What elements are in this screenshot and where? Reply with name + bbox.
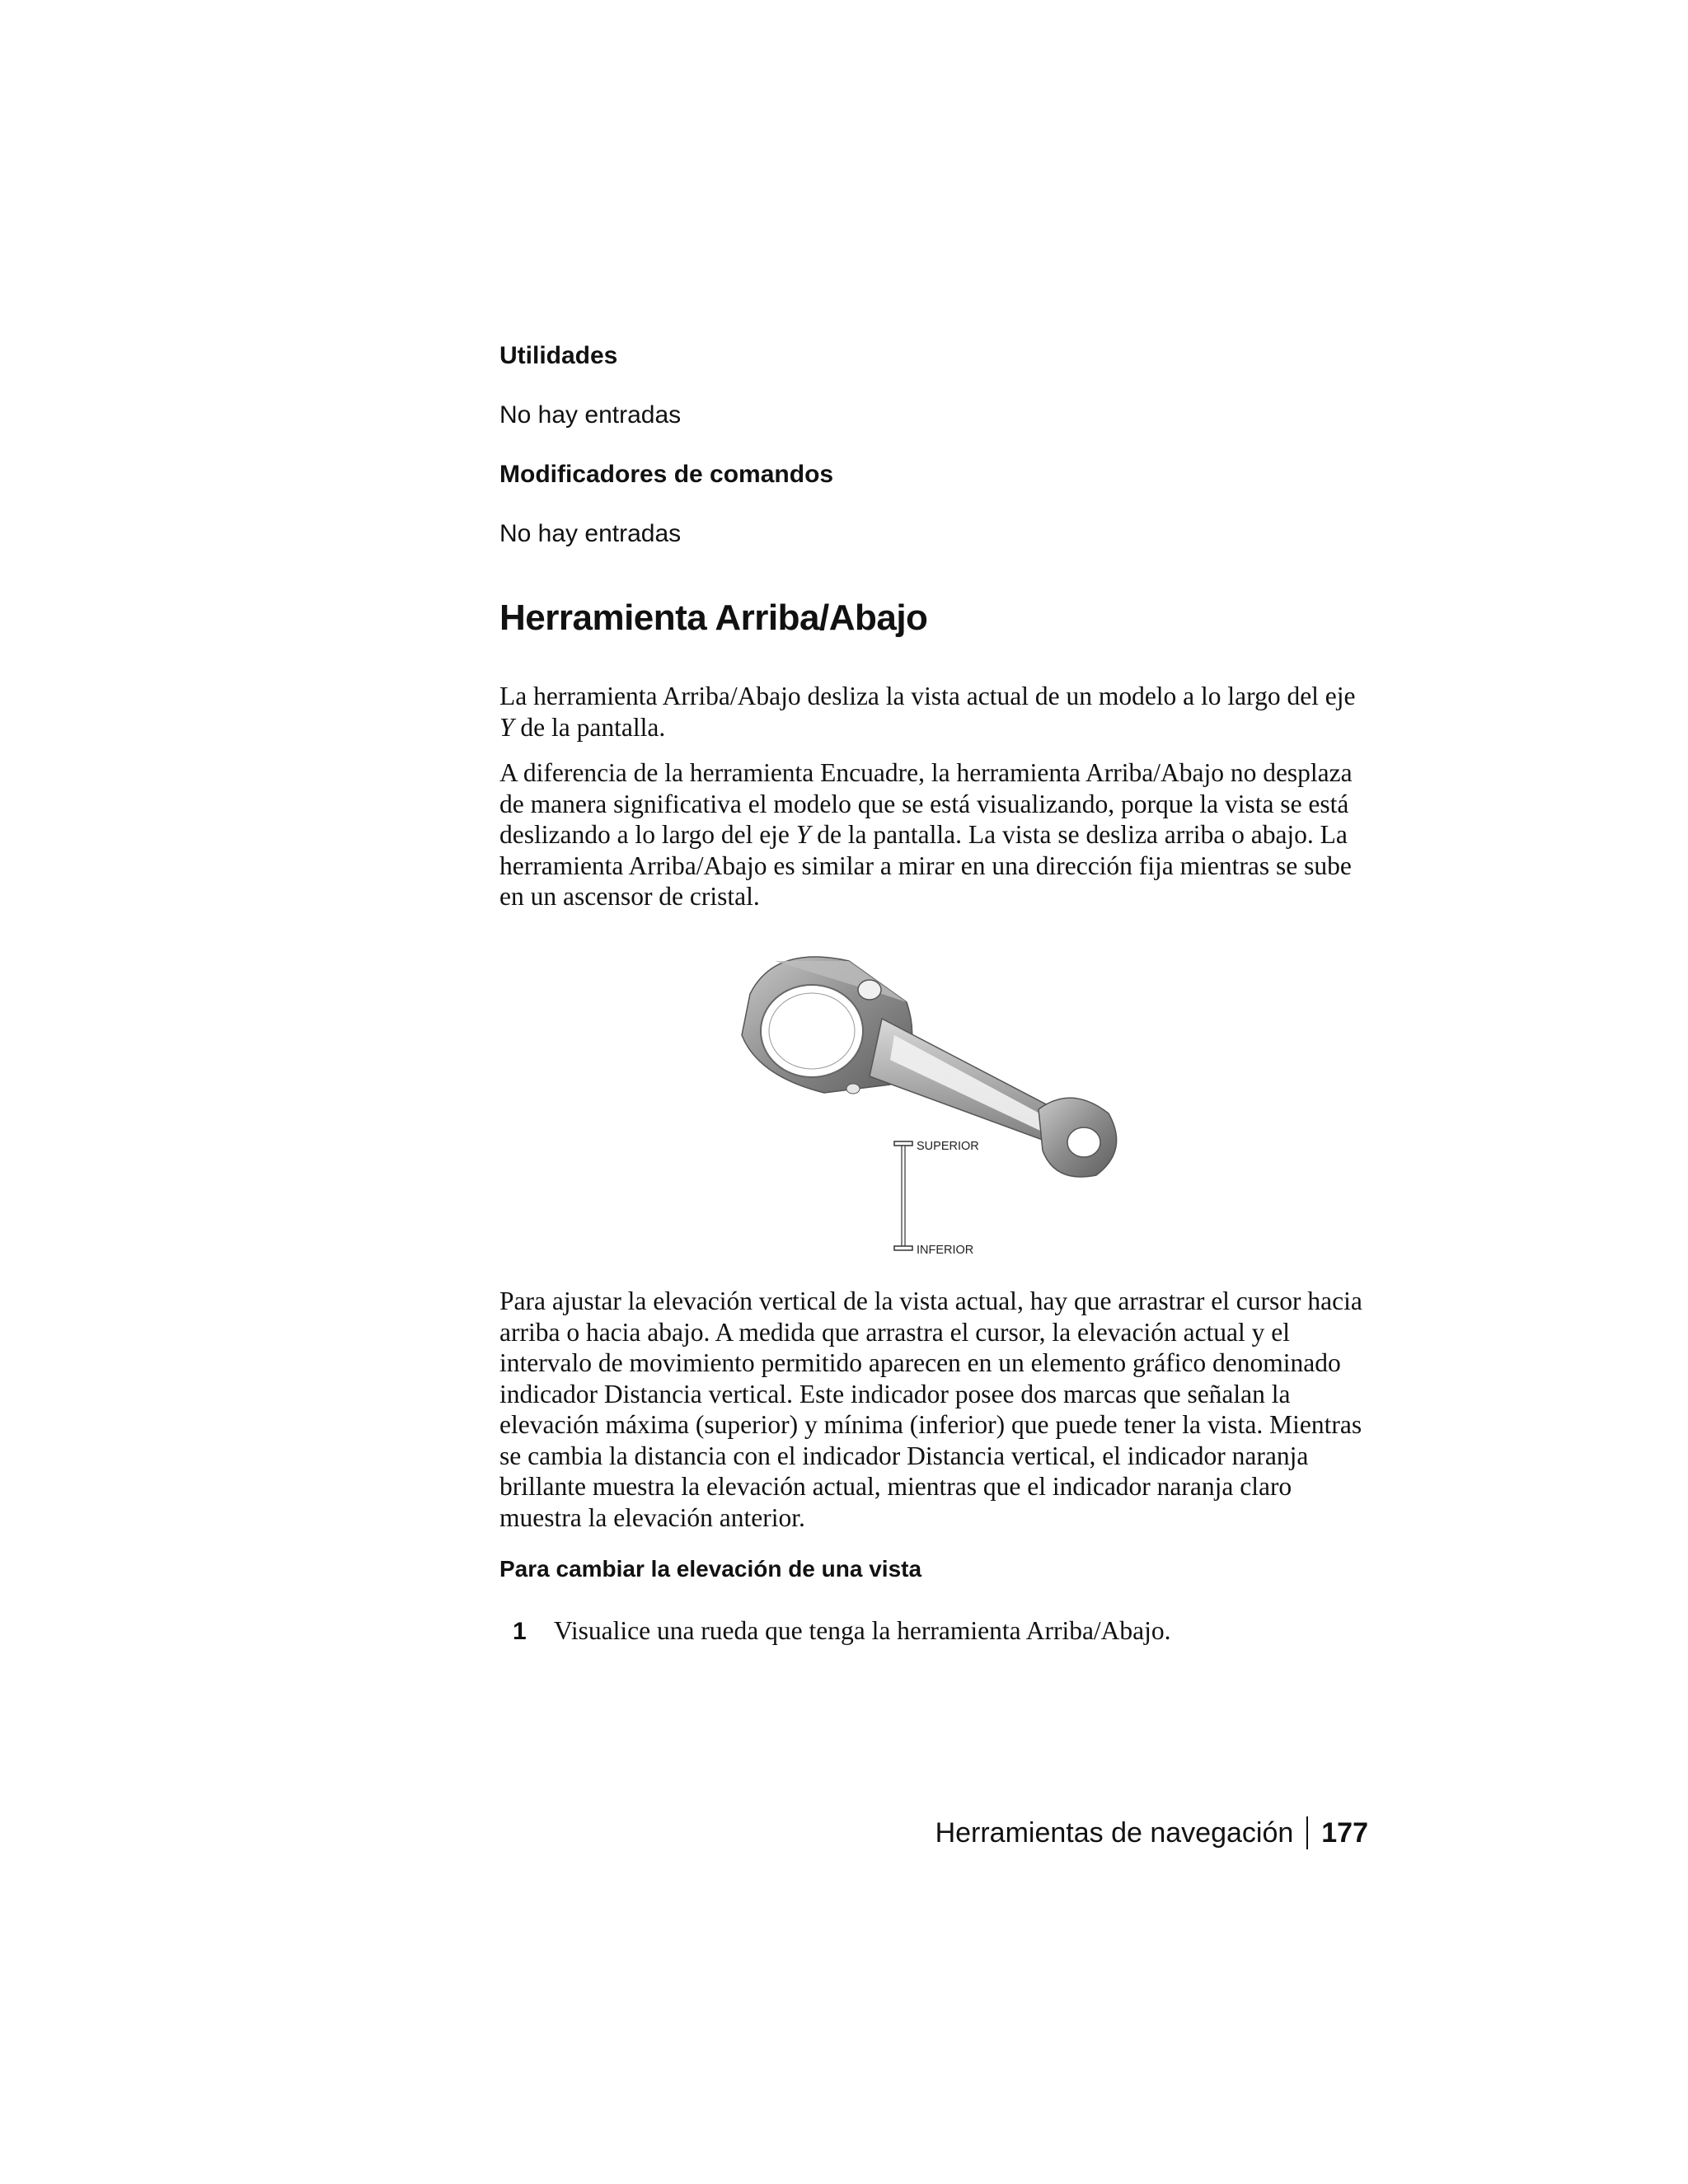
page-title: Herramienta Arriba/Abajo <box>499 598 928 638</box>
lower-content <box>499 1286 1373 1586</box>
section-body-utilidades: No hay entradas <box>499 401 682 429</box>
page-content <box>499 330 1373 912</box>
step-text: Visualice una rueda que tenga la herramienta Arriba/Abajo. <box>554 1616 1171 1645</box>
section-body-modificadores: No hay entradas <box>499 520 682 547</box>
step-number: 1 <box>513 1618 527 1645</box>
section-heading-utilidades: Utilidades <box>499 342 618 369</box>
paragraph-2 <box>499 757 1373 912</box>
page-number: 177 <box>1321 1817 1368 1849</box>
connecting-rod-small-end <box>1039 1098 1117 1177</box>
paragraph-1-axis: Y <box>499 712 514 742</box>
procedure-heading: Para cambiar la elevación de una vista <box>499 1556 922 1582</box>
figure-label-superior: SUPERIOR <box>917 1140 979 1153</box>
page-footer <box>935 1816 1368 1849</box>
paragraph-2-text-b: de la pantalla. La vista se desliza arriba o abajo. La herramienta Arriba/Abajo es similar a mirar en una dirección fija mientras se sube en un ascensor de cristal. <box>499 820 1352 911</box>
footer-chapter-title: Herramientas de navegación <box>935 1817 1294 1849</box>
footer-separator <box>1306 1816 1308 1849</box>
figure-label-inferior: INFERIOR <box>917 1244 974 1257</box>
paragraph-2-text-a: A diferencia de la herramienta Encuadre, la herramienta Arriba/Abajo no desplaza de manera significativa el modelo que se está visualizando, porque la vista se está deslizando a lo largo del eje <box>499 758 1353 849</box>
procedure-step-1 <box>513 1615 1370 1647</box>
section-heading-modificadores: Modificadores de comandos <box>499 461 834 488</box>
connecting-rod-figure <box>725 944 1154 1258</box>
paragraph-1-text-b: de la pantalla. <box>513 712 666 742</box>
paragraph-1-text-a: La herramienta Arriba/Abajo desliza la vista actual de un modelo a lo largo del eje <box>499 682 1356 710</box>
paragraph-1 <box>499 681 1373 743</box>
paragraph-3: Para ajustar la elevación vertical de la vista actual, hay que arrastrar el cursor hacia arriba o hacia abajo. A medida que arrastra el cursor, la elevación actual y el intervalo de movimiento permitido aparecen en un elemento gráfico denominado indicador Distancia vertical. Este indicador posee dos marcas que señalan la elevación máxima (superior) y mínima (inferior) que puede tener la vista. Mientras se cambia la distancia con el indicador Distancia vertical, el indicador naranja brillante muestra la elevación actual, mientras que el indicador naranja claro muestra la elevación anterior. <box>499 1286 1362 1532</box>
vertical-distance-indicator <box>894 1141 912 1250</box>
paragraph-2-axis: Y <box>795 820 811 849</box>
